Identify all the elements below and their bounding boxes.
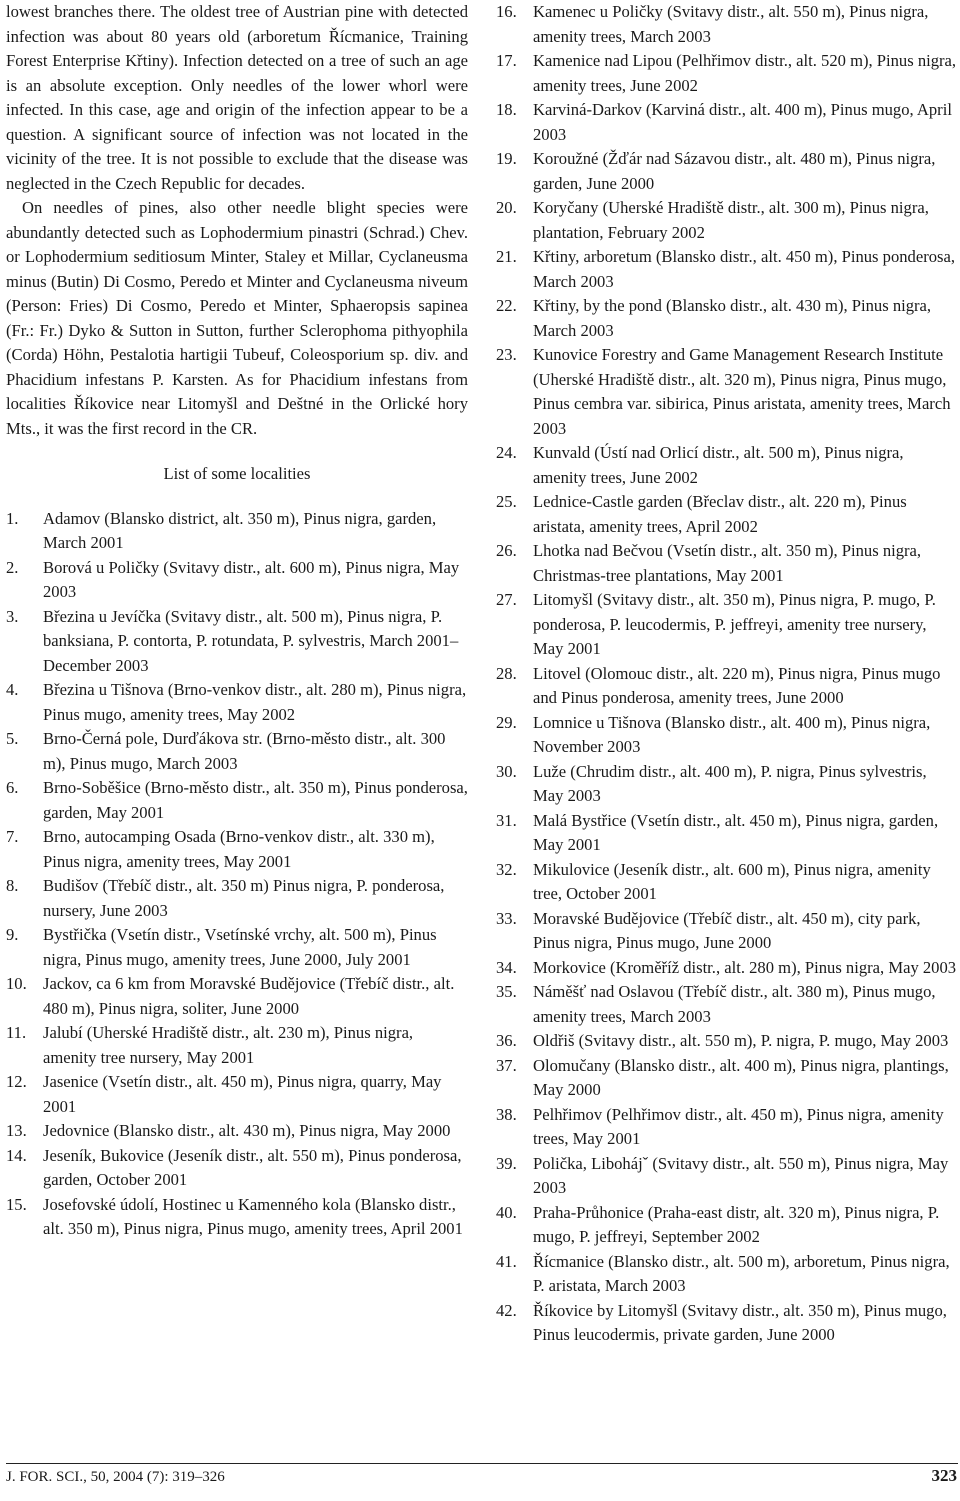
item-text: Lhotka nad Bečvou (Vsetín distr., alt. 350 m), Pinus nigra, Christmas-tree plantations, May 2001 <box>533 541 922 585</box>
list-item <box>6 923 468 972</box>
list-item <box>6 972 468 1021</box>
locality-list <box>496 0 958 1348</box>
list-item <box>496 1201 958 1250</box>
body-paragraph: On needles of pines, also other needle blight species were abundantly detected such as Lophodermium pinastri (Schrad.) Chev. or Lophodermium seditiosum Minter, Staley et Millar, Cyclaneusma minus (Butin) Di Cosmo, Peredo et Minter and Cyclaneusma niveum (Person: Fries) Di Cosmo, Peredo et Minter, Sphaeropsis sapinea (Fr.: Fr.) Dyko & Sutton in Sutton, further Sclerophoma pithyophila (Corda) Höhn, Pestalotia hartigii Tubeuf, Coleosporium sp. div. and Phacidium infestans P. Karsten. As for Phacidium infestans from localities Říkovice near Litomyšl and Deštné in the Orlické hory Mts., it was the first record in the CR. <box>6 198 468 438</box>
item-text: Brno-Soběšice (Brno-město distr., alt. 350 m), Pinus ponderosa, garden, May 2001 <box>43 778 468 822</box>
item-text: Brno, autocamping Osada (Brno-venkov distr., alt. 330 m), Pinus nigra, amenity trees, May 2001 <box>43 827 435 871</box>
item-number: 29. <box>496 712 517 732</box>
item-number: 12. <box>6 1072 27 1091</box>
item-text: Jalubí (Uherské Hradiště distr., alt. 230 m), Pinus nigra, amenity tree nursery, May 2001 <box>43 1023 414 1067</box>
item-number: 30. <box>496 761 517 781</box>
list-item <box>496 294 958 343</box>
list-item <box>496 980 958 1029</box>
footer-divider <box>6 1463 958 1464</box>
list-item <box>496 1054 958 1103</box>
item-number: 23. <box>496 345 517 364</box>
item-text: Oldřiš (Svitavy distr., alt. 550 m), P. nigra, P. mugo, May 2003 <box>533 1031 949 1050</box>
item-text: Jeseník, Bukovice (Jeseník distr., alt. 550 m), Pinus ponderosa, garden, October 2001 <box>43 1145 462 1189</box>
item-text: Litomyšl (Svitavy distr., alt. 350 m), Pinus nigra, P. mugo, P. ponderosa, P. leucodermis, P. jeffreyi, amenity tree nursery, May 2001 <box>533 590 936 658</box>
list-item <box>6 1070 468 1119</box>
list-item <box>6 1193 468 1242</box>
item-text: Litovel (Olomouc distr., alt. 220 m), Pinus nigra, Pinus mugo and Pinus ponderosa, amenity trees, June 2000 <box>533 663 941 707</box>
item-number: 25. <box>496 492 517 511</box>
list-item <box>6 825 468 874</box>
item-text: Bystřička (Vsetín distr., Vsetínské vrchy, alt. 500 m), Pinus nigra, Pinus mugo, amenity trees, June 2000, July 2001 <box>43 925 437 969</box>
list-item <box>6 1021 468 1070</box>
right-column <box>496 0 958 1348</box>
item-text: Mikulovice (Jeseník distr., alt. 600 m), Pinus nigra, amenity tree, October 2001 <box>533 859 931 903</box>
item-text: Lednice-Castle garden (Břeclav distr., alt. 220 m), Pinus aristata, amenity trees, April 2002 <box>533 492 907 536</box>
list-item <box>496 662 958 711</box>
item-number: 7. <box>6 827 19 846</box>
section-heading: List of some localities <box>163 464 311 483</box>
item-number: 5. <box>6 729 19 748</box>
item-number: 33. <box>496 908 517 928</box>
list-item <box>496 441 958 490</box>
item-text: Pelhřimov (Pelhřimov distr., alt. 450 m), Pinus nigra, amenity trees, May 2001 <box>533 1104 944 1148</box>
item-text: Malá Bystřice (Vsetín distr., alt. 450 m), Pinus nigra, garden, May 2001 <box>533 810 939 854</box>
item-number: 8. <box>6 876 19 895</box>
item-text: Řícmanice (Blansko distr., alt. 500 m), arboretum, Pinus nigra, P. aristata, March 2003 <box>533 1251 950 1295</box>
item-number: 22. <box>496 296 517 315</box>
item-text: Březina u Tišnova (Brno-venkov distr., alt. 280 m), Pinus nigra, Pinus mugo, amenity trees, May 2002 <box>43 680 467 724</box>
list-item <box>6 874 468 923</box>
list-item <box>496 245 958 294</box>
item-number: 28. <box>496 663 517 683</box>
item-text: Březina u Jevíčka (Svitavy distr., alt. 500 m), Pinus nigra, P. banksiana, P. contorta, P. rotundata, P. sylvestris, March 2001–December 2003 <box>43 606 459 675</box>
item-number: 13. <box>6 1121 27 1140</box>
item-text: Kunvald (Ústí nad Orlicí distr., alt. 500 m), Pinus nigra, amenity trees, June 2002 <box>533 443 904 487</box>
item-text: Luže (Chrudim distr., alt. 400 m), P. nigra, Pinus sylvestris, May 2003 <box>533 761 927 805</box>
list-item <box>496 760 958 809</box>
item-text: Olomučany (Blansko distr., alt. 400 m), Pinus nigra, plantings, May 2000 <box>533 1055 949 1099</box>
item-number: 6. <box>6 778 19 797</box>
list-item <box>496 1152 958 1201</box>
item-text: Kamenice nad Lipou (Pelhřimov distr., alt. 520 m), Pinus nigra, amenity trees, June 2002 <box>533 51 957 95</box>
item-text: Moravské Budějovice (Třebíč distr., alt. 450 m), city park, Pinus nigra, Pinus mugo, June 2000 <box>533 908 921 952</box>
item-text: Budišov (Třebíč distr., alt. 350 m) Pinus nigra, P. ponderosa, nursery, June 2003 <box>43 876 445 920</box>
list-item <box>496 1250 958 1299</box>
item-number: 31. <box>496 810 517 830</box>
list-item <box>6 727 468 776</box>
item-text: Kamenec u Poličky (Svitavy distr., alt. 550 m), Pinus nigra, amenity trees, March 2003 <box>533 2 929 46</box>
list-item <box>496 343 958 441</box>
item-number: 36. <box>496 1031 517 1050</box>
list-item <box>496 147 958 196</box>
item-number: 17. <box>496 51 517 70</box>
list-item <box>496 907 958 956</box>
item-number: 16. <box>496 2 517 21</box>
item-text: Koryčany (Uherské Hradiště distr., alt. 300 m), Pinus nigra, plantation, February 2002 <box>533 198 929 242</box>
item-number: 19. <box>496 149 517 168</box>
item-text: Polička, Libohájˇ (Svitavy distr., alt. 550 m), Pinus nigra, May 2003 <box>533 1153 949 1197</box>
item-text: Adamov (Blansko district, alt. 350 m), Pinus nigra, garden, March 2001 <box>43 508 437 552</box>
item-number: 10. <box>6 974 27 993</box>
list-item <box>496 956 958 981</box>
item-number: 21. <box>496 247 517 266</box>
list-item <box>6 556 468 605</box>
item-number: 37. <box>496 1055 517 1075</box>
list-item <box>496 1103 958 1152</box>
item-text: Jedovnice (Blansko distr., alt. 430 m), Pinus nigra, May 2000 <box>43 1121 451 1140</box>
item-number: 1. <box>6 508 19 528</box>
list-item <box>6 678 468 727</box>
list-item <box>6 605 468 679</box>
item-number: 3. <box>6 606 19 626</box>
item-text: Lomnice u Tišnova (Blansko distr., alt. 400 m), Pinus nigra, November 2003 <box>533 712 931 756</box>
locality-list <box>6 507 468 1242</box>
list-item <box>496 196 958 245</box>
list-item <box>6 776 468 825</box>
item-number: 39. <box>496 1153 517 1173</box>
list-item <box>6 1119 468 1144</box>
item-number: 15. <box>6 1194 27 1214</box>
item-number: 42. <box>496 1300 517 1320</box>
list-item <box>496 1029 958 1054</box>
list-item <box>496 588 958 662</box>
list-item <box>6 507 468 556</box>
item-text: Křtiny, by the pond (Blansko distr., alt. 430 m), Pinus nigra, March 2003 <box>533 296 932 340</box>
list-item <box>496 1299 958 1348</box>
item-number: 24. <box>496 443 517 462</box>
item-text: Křtiny, arboretum (Blansko distr., alt. 450 m), Pinus ponderosa, March 2003 <box>533 247 956 291</box>
list-item <box>496 711 958 760</box>
item-number: 20. <box>496 198 517 217</box>
list-item <box>496 49 958 98</box>
item-text: Jasenice (Vsetín distr., alt. 450 m), Pinus nigra, quarry, May 2001 <box>43 1072 442 1116</box>
item-number: 40. <box>496 1202 517 1222</box>
left-column <box>6 0 468 1242</box>
list-item <box>496 809 958 858</box>
list-item <box>496 0 958 49</box>
list-item <box>496 490 958 539</box>
item-text: Josefovské údolí, Hostinec u Kamenného kola (Blansko distr., alt. 350 m), Pinus nigra, Pinus mugo, amenity trees, April 2001 <box>43 1194 463 1238</box>
item-number: 34. <box>496 957 517 977</box>
page-number: 323 <box>931 1466 957 1485</box>
list-item <box>496 98 958 147</box>
item-number: 9. <box>6 925 19 944</box>
item-text: Morkovice (Kroměříž distr., alt. 280 m), Pinus nigra, May 2003 <box>533 957 957 977</box>
body-paragraph: lowest branches there. The oldest tree of Austrian pine with detected infection was about 80 years old (arboretum Řícmanice, Training Forest Enterprise Křtiny). Infection detected on a tree of such an age is an absolute exception. Only needles of the lower whorl were infected. In this case, age and origin of the infection appear to be a question. A significant source of infection was not located in the vicinity of the tree. It is not possible to exclude that the disease was neglected in the Czech Republic for decades. <box>6 2 468 193</box>
item-number: 14. <box>6 1145 27 1165</box>
list-item <box>496 539 958 588</box>
item-number: 2. <box>6 557 19 577</box>
item-number: 41. <box>496 1251 517 1271</box>
item-number: 35. <box>496 982 517 1001</box>
item-number: 18. <box>496 100 517 119</box>
item-number: 38. <box>496 1104 517 1124</box>
item-number: 4. <box>6 680 19 699</box>
item-text: Borová u Poličky (Svitavy distr., alt. 600 m), Pinus nigra, May 2003 <box>43 557 460 601</box>
item-number: 26. <box>496 541 517 560</box>
item-text: Praha-Průhonice (Praha-east distr, alt. 320 m), Pinus nigra, P. mugo, P. jeffreyi, September 2002 <box>533 1202 940 1246</box>
item-text: Koroužné (Žďár nad Sázavou distr., alt. 480 m), Pinus nigra, garden, June 2000 <box>533 149 936 193</box>
journal-citation: J. FOR. SCI., 50, 2004 (7): 319–326 <box>6 1469 225 1485</box>
item-number: 27. <box>496 590 517 609</box>
list-item <box>496 858 958 907</box>
item-text: Karviná-Darkov (Karviná distr., alt. 400 m), Pinus mugo, April 2003 <box>533 100 952 144</box>
item-number: 32. <box>496 859 517 879</box>
item-text: Náměšť nad Oslavou (Třebíč distr., alt. 380 m), Pinus mugo, amenity trees, March 2003 <box>533 982 936 1026</box>
item-text: Říkovice by Litomyšl (Svitavy distr., alt. 350 m), Pinus mugo, Pinus leucodermis, private garden, June 2000 <box>533 1300 947 1344</box>
item-text: Kunovice Forestry and Game Management Research Institute (Uherské Hradiště distr., alt. 320 m), Pinus nigra, Pinus mugo, Pinus cembra var. sibirica, Pinus aristata, amenity trees, March 2003 <box>533 345 951 438</box>
item-number: 11. <box>6 1023 27 1042</box>
item-text: Jackov, ca 6 km from Moravské Budějovice (Třebíč distr., alt. 480 m), Pinus nigra, soliter, June 2000 <box>43 974 455 1018</box>
list-item <box>6 1144 468 1193</box>
item-text: Brno-Černá pole, Durďákova str. (Brno-město distr., alt. 300 m), Pinus mugo, March 2003 <box>43 729 446 773</box>
